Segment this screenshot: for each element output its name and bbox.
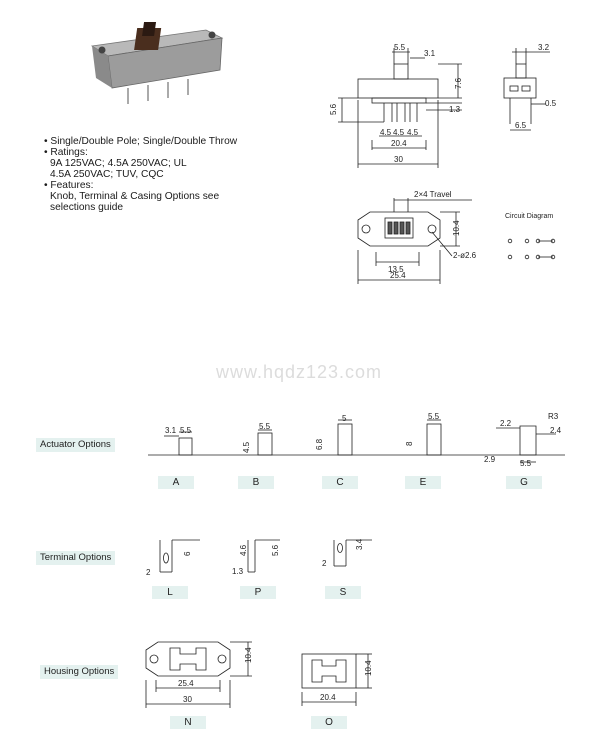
dim-label: 1.3 [232,567,244,576]
terminal-l [160,540,200,572]
dim-label: 2 [322,559,327,568]
dim-label: 6.8 [315,438,324,450]
dim-label: 5.6 [329,103,338,115]
watermark: www.hqdz123.com [215,362,383,382]
dim-label: 20.4 [391,139,407,148]
feature-line: Knob, Terminal & Casing Options see [50,191,220,202]
actuator-option-a: A [158,476,194,489]
dim-label: 5.5 [520,459,532,468]
dim-label: 30 [183,695,192,704]
dim-label: 8 [405,441,414,446]
terminal-option-s: S [325,586,361,599]
terminal-s [334,540,372,566]
dim-label: 4.6 [239,544,248,556]
terminal-options-label: Terminal Options [36,551,115,565]
feature-line: 9A 125VAC; 4.5A 250VAC; UL [50,158,187,169]
dim-label: R3 [548,412,559,421]
dim-label: 5.5 [394,43,406,52]
dim-label: 1.3 [449,105,461,114]
dim-label: 2.4 [550,426,562,435]
feature-line: selections guide [50,202,124,213]
dim-label: 5 [342,414,347,423]
circuit-diagram [508,239,555,259]
terminal-option-p: P [240,586,276,599]
dim-label: 4.5 [393,128,405,137]
dim-label: 6.5 [515,121,527,130]
actuator-option-g: G [506,476,542,489]
dim-label: 7.6 [454,77,463,89]
dim-label: 5.5 [259,422,271,431]
feature-line: • Ratings: [44,147,88,158]
dim-label: 2-ø2.6 [453,251,477,260]
dim-label: 30 [394,155,403,164]
dim-label: 4.5 [407,128,419,137]
housing-option-n: N [170,716,206,729]
housing-n [146,642,252,708]
feature-line: • Features: [44,180,94,191]
dim-label: 13.5 [388,265,404,274]
dim-label: 5.5 [180,426,192,435]
dim-label: 3.1 [165,426,177,435]
plan-view [358,198,472,284]
dim-label: 3.4 [355,538,364,550]
housing-options-label: Housing Options [40,665,118,679]
dim-label: 6 [183,551,192,556]
front-view [338,48,462,168]
dim-label: 2×4 Travel [414,190,452,199]
circuit-diagram-title: Circuit Diagram [505,213,554,220]
housing-o [302,654,372,706]
dim-label: 3.1 [424,49,436,58]
actuator-options-label: Actuator Options [36,438,115,452]
dim-label: 4.5 [242,441,251,453]
dim-label: 2 [146,568,151,577]
dim-label: 4.5 [380,128,392,137]
side-view [504,48,550,130]
feature-line: • Single/Double Pole; Single/Double Throw [44,136,238,147]
dim-label: 20.4 [320,693,336,702]
actuator-option-c: C [322,476,358,489]
dim-label: 25.4 [178,679,194,688]
dim-label: 2.2 [500,419,512,428]
dim-label: 5.5 [428,412,440,421]
housing-option-o: O [311,716,347,729]
dim-label: 25.4 [390,271,406,280]
dim-label: 10.4 [244,647,253,663]
terminal-option-l: L [152,586,188,599]
dim-label: 2.9 [484,455,496,464]
dim-label: 10.4 [364,660,373,676]
feature-line: 4.5A 250VAC; TUV, CQC [50,169,164,180]
dim-label: 3.2 [538,43,550,52]
actuator-option-b: B [238,476,274,489]
dim-label: 5.6 [271,544,280,556]
actuator-option-e: E [405,476,441,489]
dim-label: 0.5 [545,99,557,108]
dim-label: 10.4 [452,220,461,236]
